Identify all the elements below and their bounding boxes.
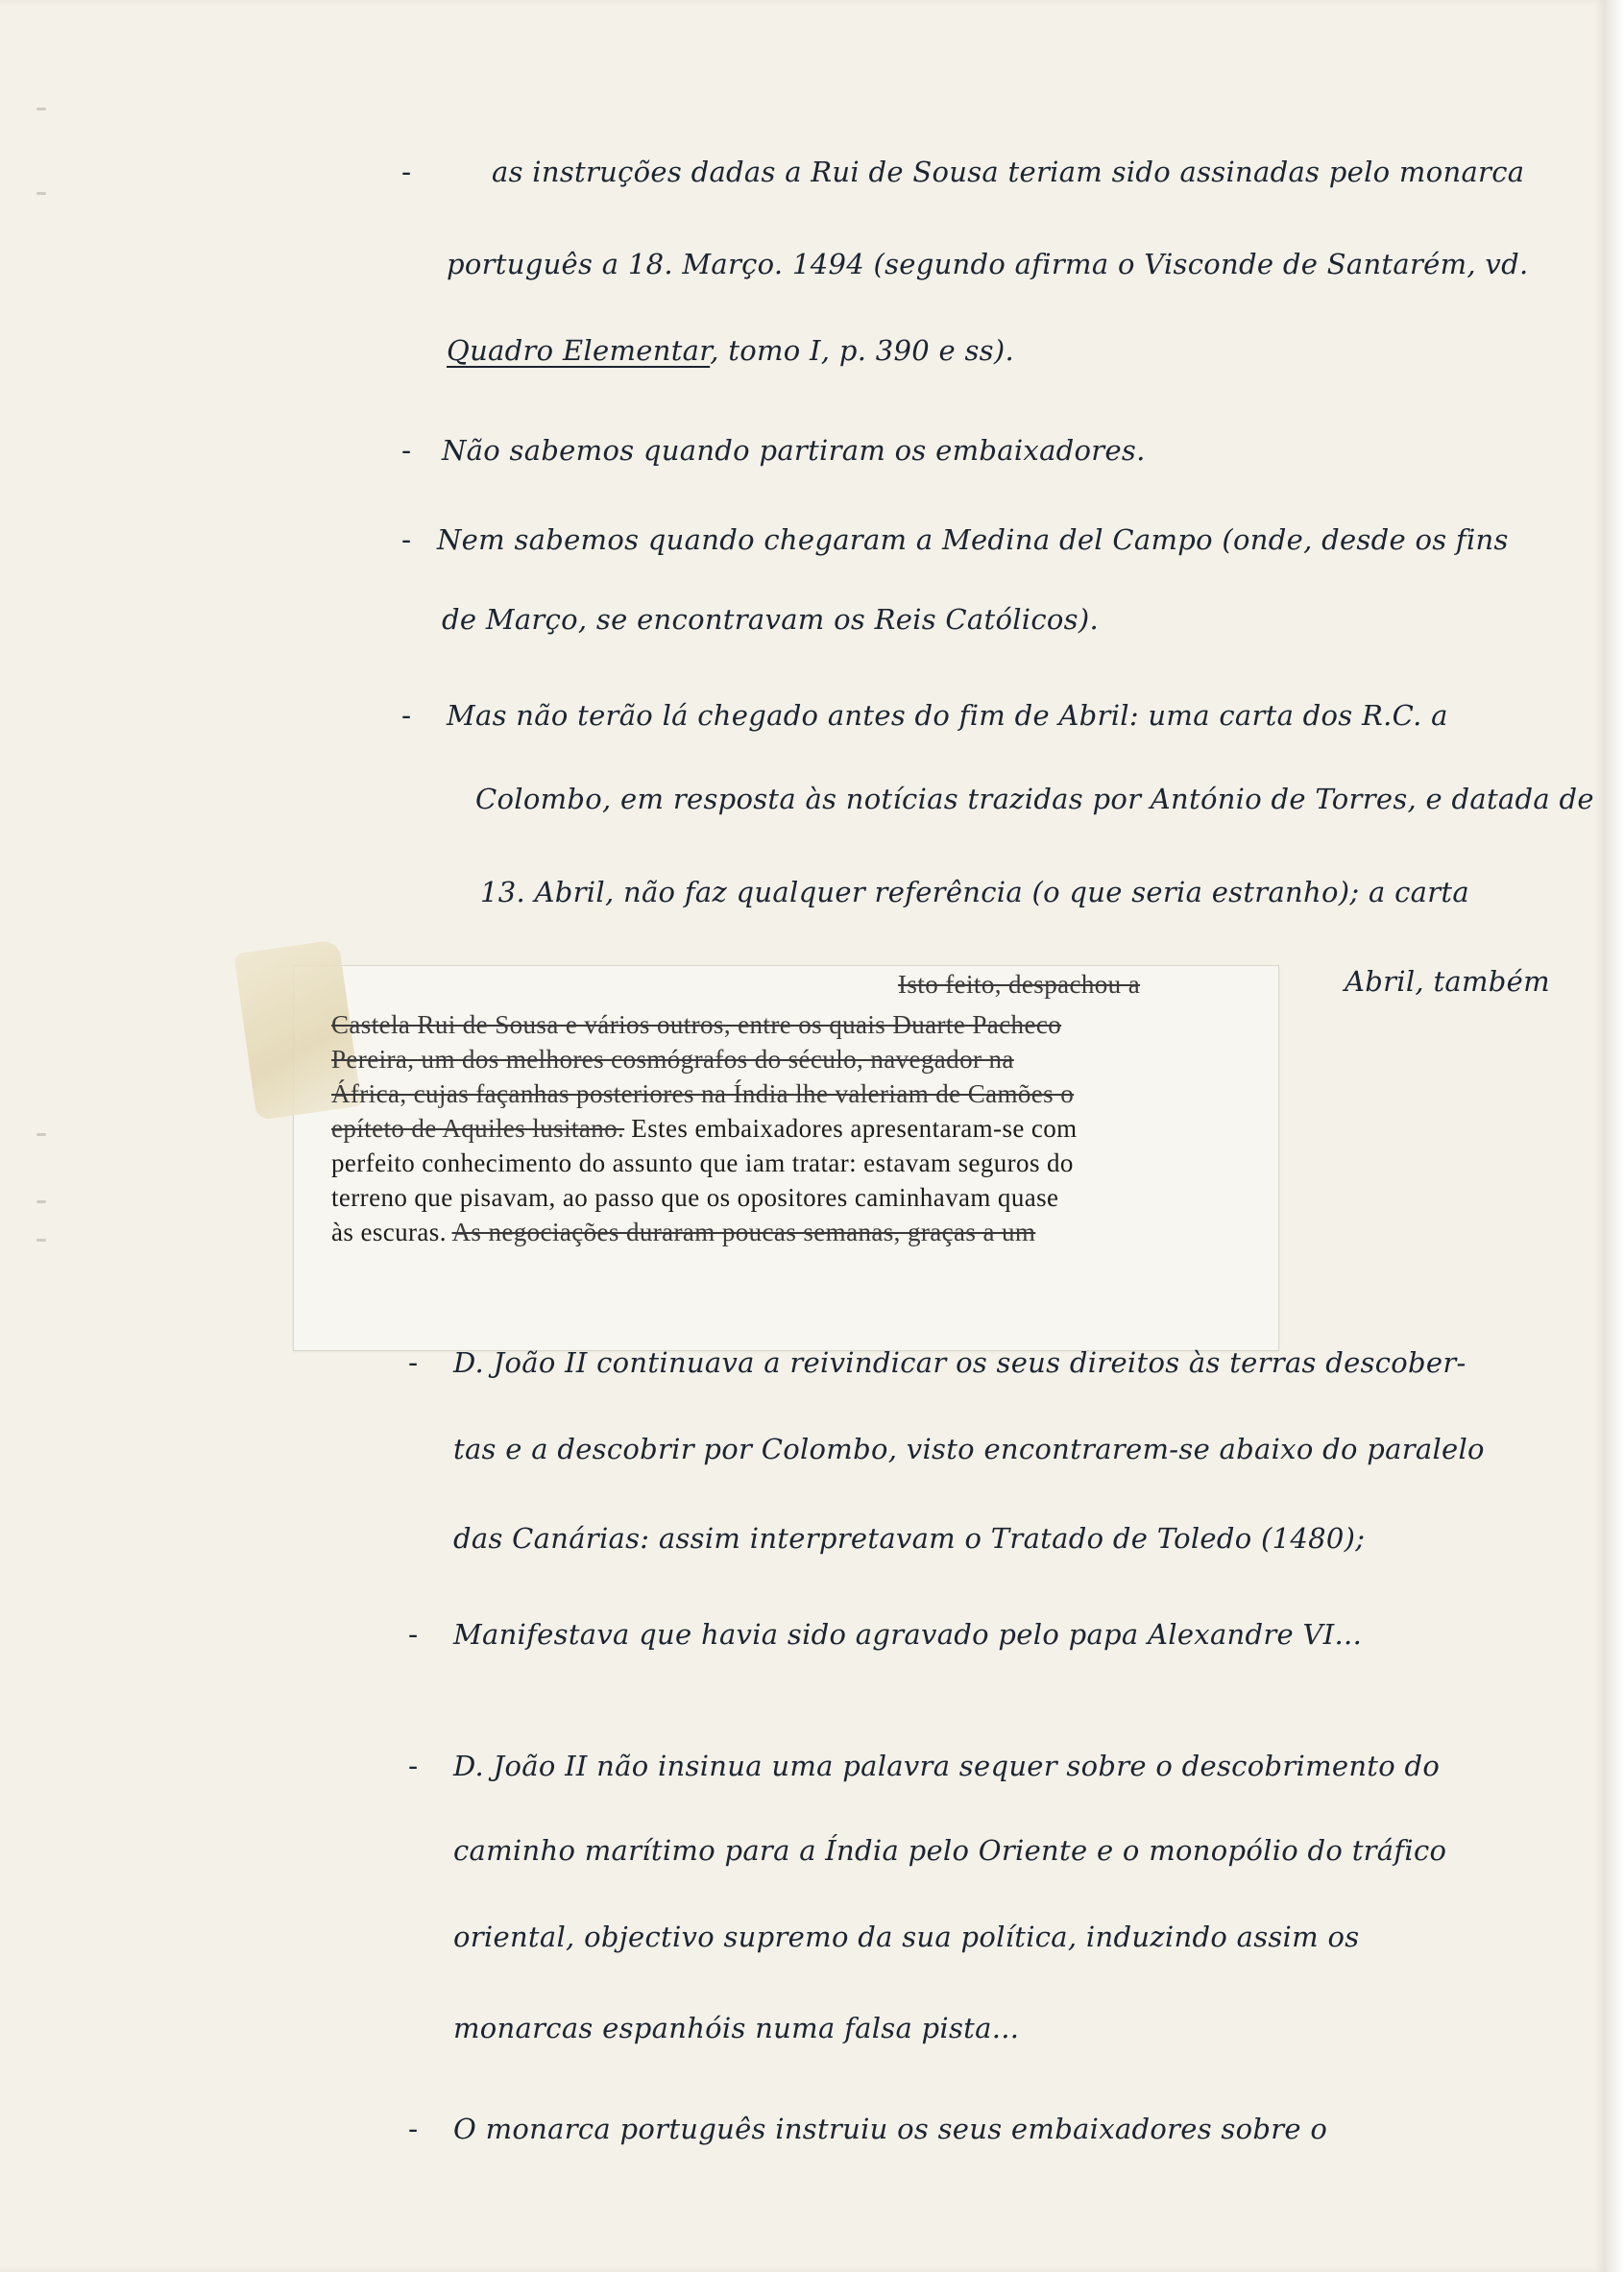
margin-mark: [36, 1200, 46, 1203]
clipping-line: às escuras. As negociações duraram poucas semanas, graças a um: [331, 1218, 1036, 1246]
note-line: de Março, se encontravam os Reis Católicos).: [442, 603, 1099, 636]
clipping-line: Pereira, um dos melhores cosmógrafos do século, navegador na: [331, 1045, 1014, 1074]
bullet-dash: -: [401, 699, 412, 733]
note-line: O monarca português instruiu os seus embaixadores sobre o: [453, 2113, 1328, 2145]
margin-mark: [36, 1239, 46, 1242]
note-line: Mas não terão lá chegado antes do fim de Abril: uma carta dos R.C. a: [447, 699, 1448, 732]
note-line: Colombo, em resposta às notícias trazidas por António de Torres, e datada de: [475, 783, 1594, 815]
clipping-line: África, cujas façanhas posteriores na Índia lhe valeriam de Camões o: [331, 1079, 1075, 1108]
margin-mark: [36, 1133, 46, 1136]
note-line: caminho marítimo para a Índia pelo Oriente e o monopólio do tráfico: [453, 1834, 1447, 1867]
clipping-line: epíteto de Aquiles lusitano. Estes embaixadores apresentaram-se com: [331, 1114, 1078, 1143]
bullet-dash: -: [401, 156, 412, 189]
clipping-line: Castela Rui de Sousa e vários outros, entre os quais Duarte Pacheco: [331, 1010, 1062, 1039]
note-line: Manifestava que havia sido agravado pelo papa Alexandre VI...: [453, 1618, 1363, 1651]
note-line: tas e a descobrir por Colombo, visto encontrarem-se abaixo do paralelo: [453, 1433, 1485, 1465]
note-line: Abril, também: [1345, 965, 1550, 998]
note-line: Nem sabemos quando chegaram a Medina del Campo (onde, desde os fins: [437, 523, 1509, 556]
note-line: Não sabemos quando partiram os embaixadores.: [442, 434, 1146, 467]
clipping-line: Isto feito, despachou a: [898, 970, 1141, 999]
bullet-dash: -: [408, 1618, 419, 1652]
bullet-dash: -: [408, 1750, 419, 1783]
note-line: monarcas espanhóis numa falsa pista...: [453, 2012, 1020, 2044]
margin-mark: [36, 192, 46, 195]
note-line: das Canárias: assim interpretavam o Tratado de Toledo (1480);: [453, 1522, 1366, 1555]
bullet-dash: -: [401, 523, 412, 557]
book-title: Quadro Elementar: [447, 334, 711, 367]
note-line: português a 18. Março. 1494 (segundo afirma o Visconde de Santarém, vd.: [447, 248, 1529, 280]
bullet-dash: -: [408, 2113, 419, 2146]
note-line: 13. Abril, não faz qualquer referência (o que seria estranho); a carta: [480, 876, 1469, 908]
bullet-dash: -: [401, 434, 412, 468]
citation-detail: , tomo I, p. 390 e ss).: [710, 334, 1014, 367]
clipping-line: terreno que pisavam, ao passo que os opositores caminhavam quase: [331, 1183, 1059, 1212]
margin-mark: [36, 108, 46, 110]
clipping-line: perfeito conhecimento do assunto que iam tratar: estavam seguros do: [331, 1148, 1074, 1177]
note-line: D. João II não insinua uma palavra sequer sobre o descobrimento do: [453, 1750, 1441, 1782]
note-line: oriental, objectivo supremo da sua política, induzindo assim os: [453, 1921, 1360, 1953]
note-line: as instruções dadas a Rui de Sousa teriam sido assinadas pelo monarca: [492, 156, 1525, 188]
note-line: [447, 334, 1014, 367]
note-line: D. João II continuava a reivindicar os seus direitos às terras descober-: [453, 1346, 1466, 1379]
bullet-dash: -: [408, 1346, 419, 1380]
page-edge: [1606, 0, 1624, 2272]
